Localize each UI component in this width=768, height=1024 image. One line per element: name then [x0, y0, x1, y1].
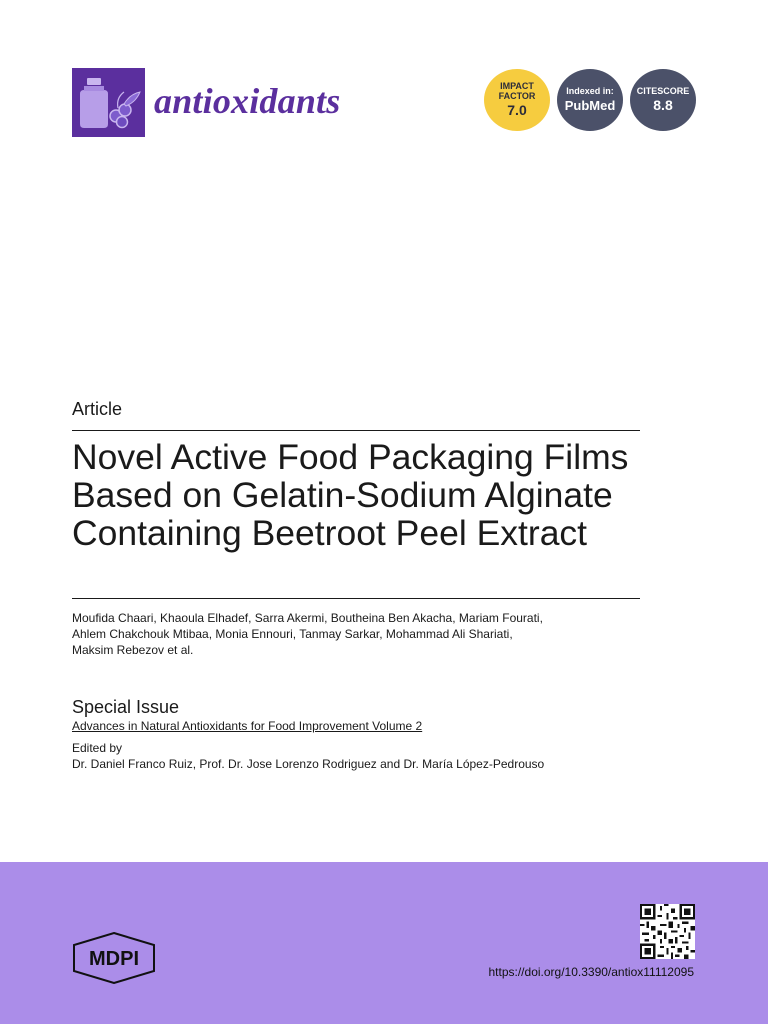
doi-link[interactable]: https://doi.org/10.3390/antiox11112095 — [488, 965, 694, 979]
journal-name: antioxidants — [154, 81, 341, 121]
title-line: Based on Gelatin-Sodium Alginate — [72, 475, 613, 515]
citescore-badge — [630, 69, 696, 131]
author-line: Ahlem Chakchouk Mtibaa, Monia Ennouri, Tanmay Sarkar, Mohammad Ali Shariati, — [72, 627, 513, 641]
author-list — [72, 610, 632, 658]
edited-by-label: Edited by — [72, 741, 123, 755]
footer-band — [0, 862, 768, 1024]
mdpi-logo-text: MDPI — [89, 948, 139, 970]
qr-code-icon[interactable] — [640, 904, 695, 959]
title-line: Containing Beetroot Peel Extract — [72, 513, 588, 553]
pubmed-badge — [557, 69, 623, 131]
article-type: Article — [72, 399, 123, 419]
impact-factor-badge — [484, 69, 550, 131]
title-line: Novel Active Food Packaging Films — [72, 437, 629, 477]
indexed-label: Indexed in: — [566, 86, 614, 96]
special-issue-link[interactable]: Advances in Natural Antioxidants for Food Improvement Volume 2 — [72, 719, 423, 733]
citescore-label: CITESCORE — [636, 86, 690, 96]
impact-factor-value: 7.0 — [507, 102, 527, 118]
mdpi-logo — [72, 932, 156, 984]
journal-logo — [72, 68, 145, 137]
bottle-and-berries-icon — [72, 68, 145, 137]
title-divider-bottom — [72, 598, 640, 599]
author-line: Moufida Chaari, Khaoula Elhadef, Sarra Akermi, Boutheina Ben Akacha, Mariam Fourati, — [72, 611, 543, 625]
impact-factor-label-2: FACTOR — [498, 91, 536, 101]
impact-factor-label-1: IMPACT — [500, 81, 534, 91]
citescore-value: 8.8 — [653, 97, 673, 113]
indexed-value: PubMed — [564, 98, 616, 113]
editor-list: Dr. Daniel Franco Ruiz, Prof. Dr. Jose Lorenzo Rodriguez and Dr. María López-Pedrouso — [72, 757, 545, 771]
author-line: Maksim Rebezov et al. — [72, 643, 194, 657]
article-title — [72, 438, 652, 552]
title-divider-top — [72, 430, 640, 431]
special-issue-heading: Special Issue — [72, 697, 180, 717]
